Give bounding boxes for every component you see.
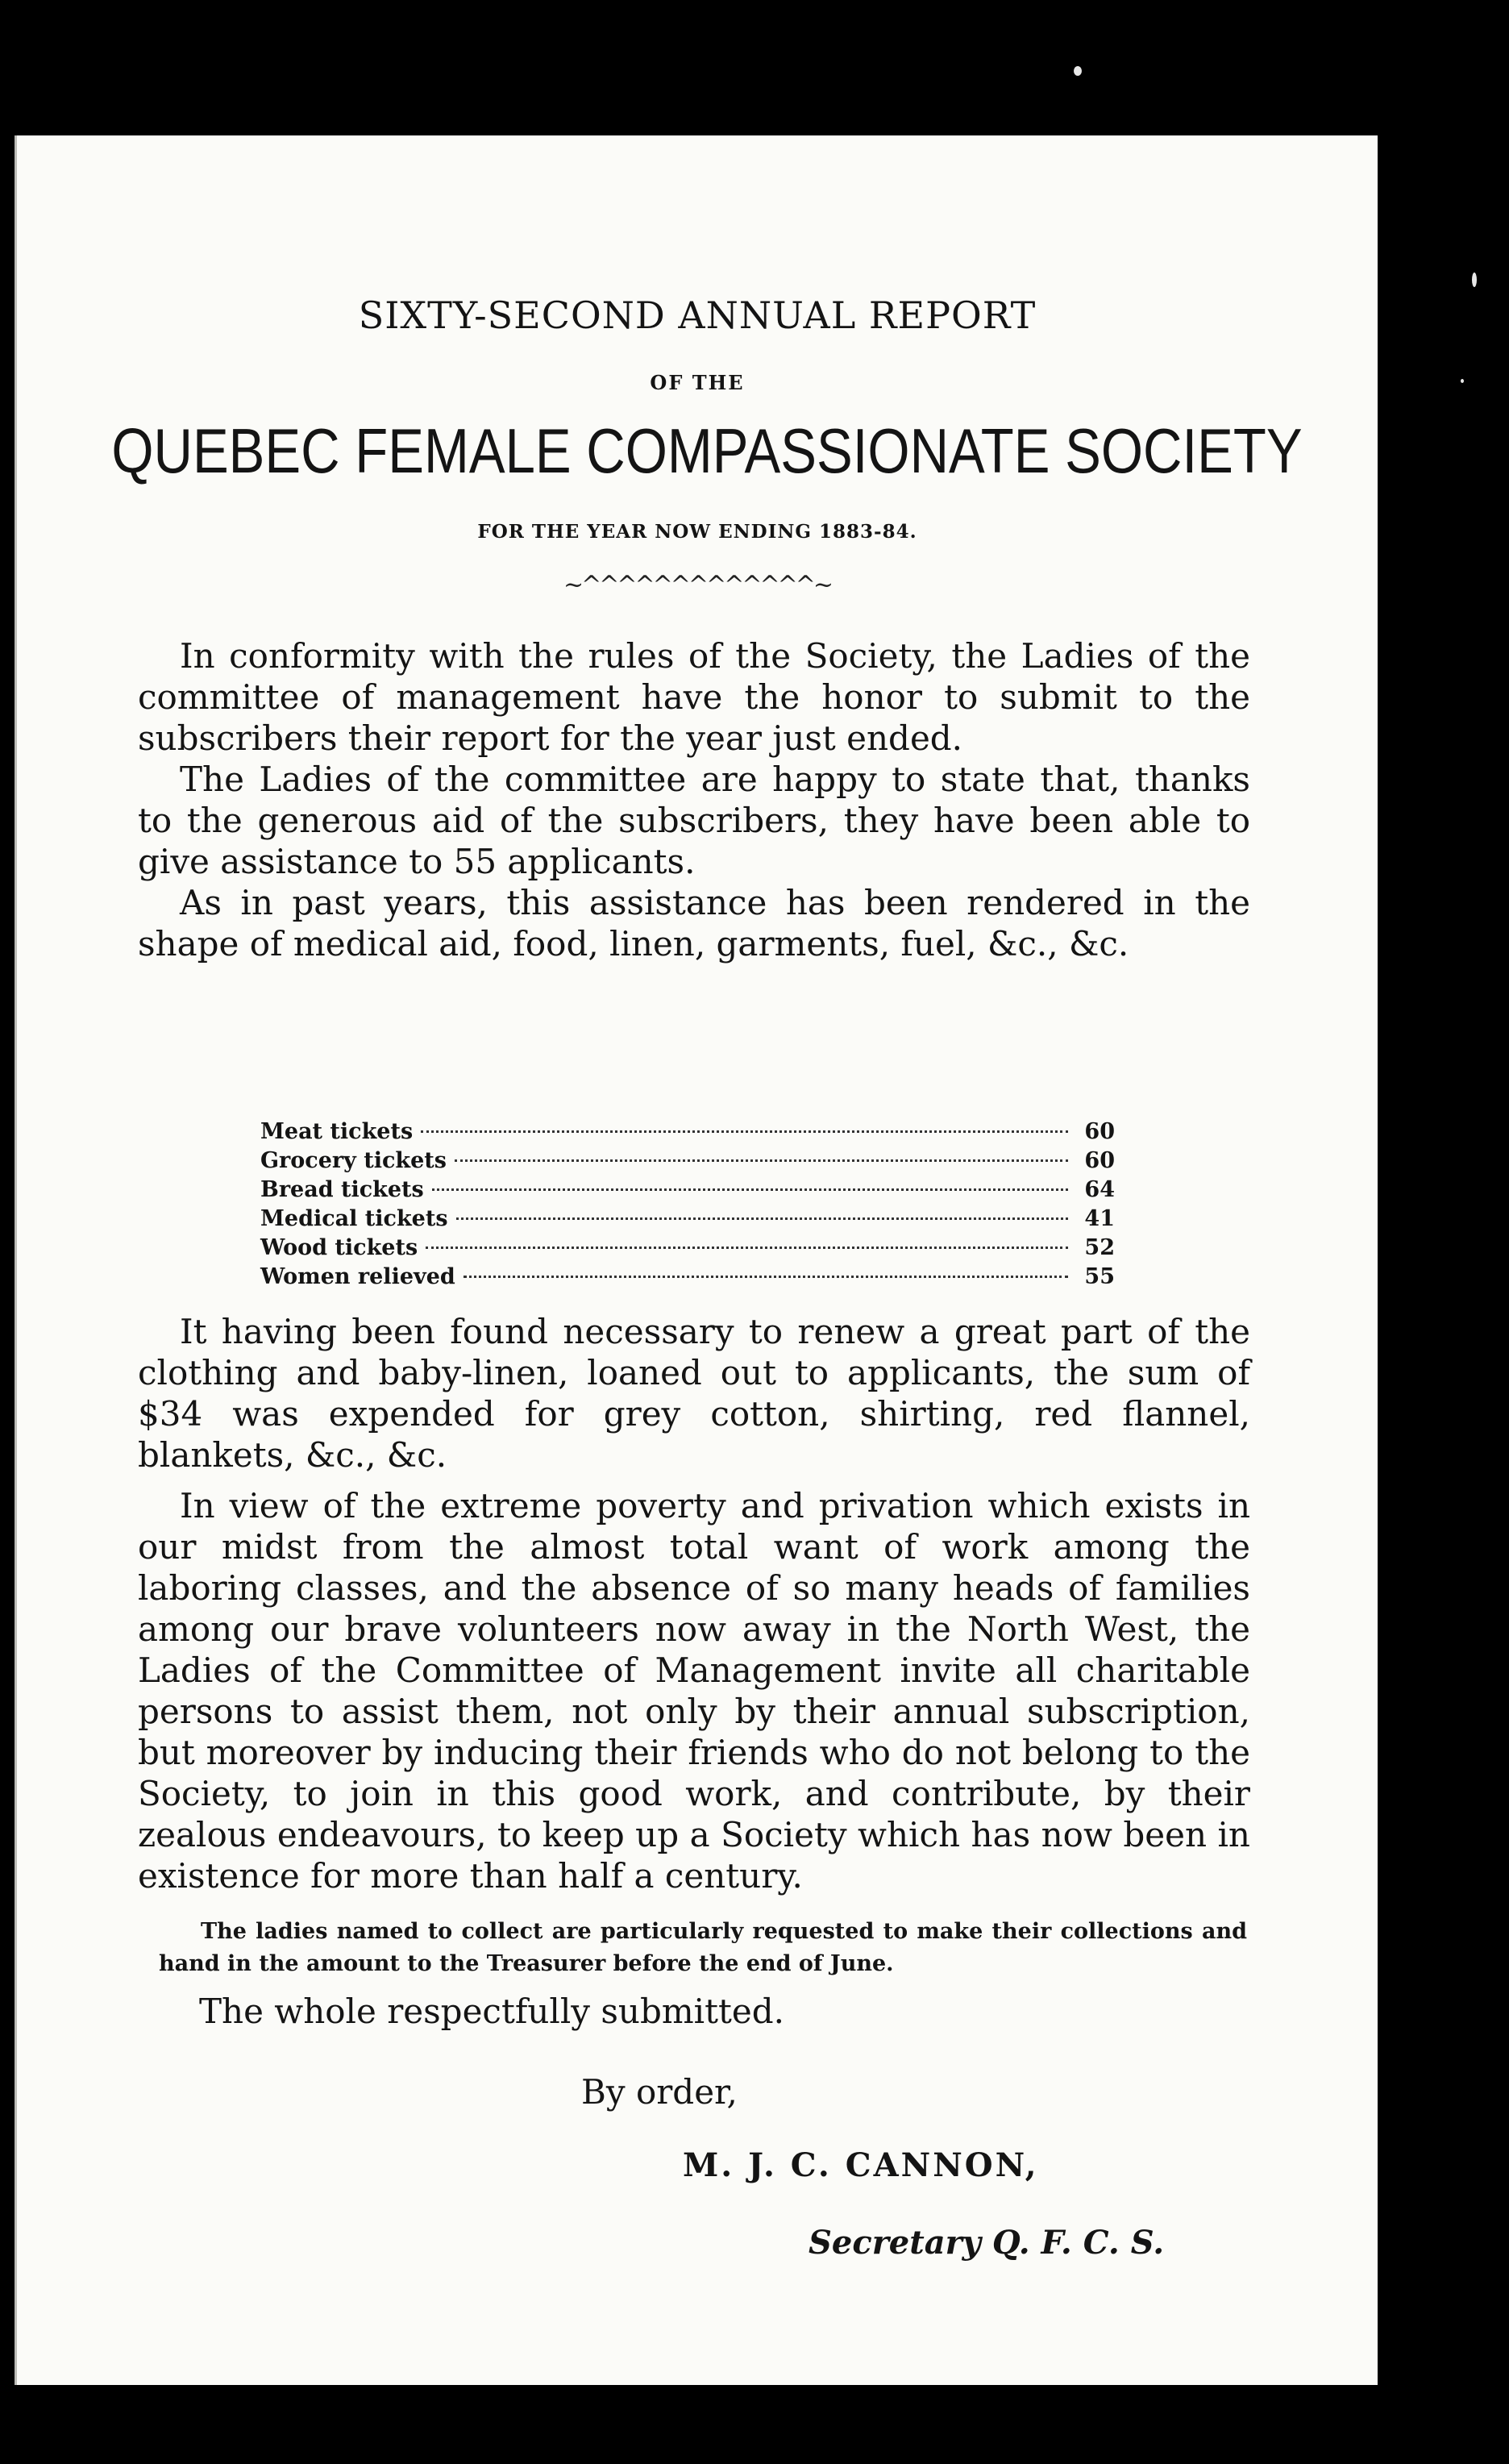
ticket-count: 41 xyxy=(1084,1206,1115,1231)
ornament-divider: ~^^^^^^^^^^^^^~ xyxy=(563,571,832,599)
list-item xyxy=(260,1234,1115,1263)
ticket-label: Wood tickets xyxy=(260,1235,418,1260)
ticket-label: Grocery tickets xyxy=(260,1148,447,1173)
intro-section xyxy=(138,635,1250,964)
scan-speck xyxy=(1074,66,1082,76)
dot-leader xyxy=(432,1188,1068,1191)
tickets-list xyxy=(260,1118,1115,1292)
list-item xyxy=(260,1263,1115,1292)
document-page xyxy=(15,135,1378,2385)
collectors-note xyxy=(159,1916,1247,1980)
scan-speck xyxy=(1472,273,1477,287)
ticket-label: Bread tickets xyxy=(260,1177,424,1202)
list-item xyxy=(260,1205,1115,1234)
appeal-section xyxy=(138,1311,1250,1896)
paragraph-past-years: As in past years, this assistance has been rendered in the shape of medical aid, food, linen, garments, fuel, &c., &c. xyxy=(138,883,1250,964)
dot-leader xyxy=(455,1159,1068,1162)
paragraph-appeal: In view of the extreme poverty and privation which exists in our midst from the almost total want of work among the laboring classes, and the absence of so many heads of families among our brave volunteers now away in the North West, the Ladies of the Committee of Management invite all charitable persons to assist them, not only by their annual subscription, but moreover by inducing their friends who do not belong to the Society, to join in this good work, and contribute, by their zealous endeavours, to keep up a Society which has now been in existence for more than half a century. xyxy=(138,1486,1250,1896)
signer-title: Secretary Q. F. C. S. xyxy=(809,2224,1165,2262)
society-name: QUEBEC FEMALE COMPASSIONATE SOCIETY xyxy=(111,415,1303,486)
list-item xyxy=(260,1176,1115,1205)
dot-leader xyxy=(464,1276,1068,1278)
dot-leader xyxy=(426,1247,1068,1249)
paragraph-assistance: The Ladies of the committee are happy to state that, thanks to the generous aid of the subscribers, they have been able to give assistance to 55 applicants. xyxy=(138,760,1250,881)
ticket-count: 52 xyxy=(1084,1235,1115,1260)
report-title: SIXTY-SECOND ANNUAL REPORT xyxy=(358,293,1037,337)
note-text: The ladies named to collect are particularly requested to make their collections and hand in the amount to the Treasurer before the end of June. xyxy=(159,1919,1247,1976)
paragraph-clothing: It having been found necessary to renew a great part of the clothing and baby-linen, loaned out to applicants, the sum of $34 was expended for grey cotton, shirting, red flannel, blankets, &c., &c. xyxy=(138,1312,1250,1475)
year-line: FOR THE YEAR NOW ENDING 1883-84. xyxy=(477,521,917,543)
of-the-line: OF THE xyxy=(650,371,745,394)
dot-leader xyxy=(421,1130,1068,1133)
paragraph-conformity: In conformity with the rules of the Society, the Ladies of the committee of management have the honor to submit to the subscribers their report for the year just ended. xyxy=(138,636,1250,758)
signer-name: M. J. C. CANNON, xyxy=(683,2146,1039,2184)
ticket-label: Women relieved xyxy=(260,1264,455,1289)
ticket-label: Medical tickets xyxy=(260,1206,448,1231)
ticket-count: 64 xyxy=(1084,1177,1115,1202)
list-item xyxy=(260,1147,1115,1176)
ticket-label: Meat tickets xyxy=(260,1119,414,1144)
ticket-count: 55 xyxy=(1084,1264,1115,1289)
closing-by-order: By order, xyxy=(581,2072,738,2112)
list-item xyxy=(260,1118,1115,1147)
ticket-count: 60 xyxy=(1084,1119,1115,1144)
scan-speck xyxy=(1461,379,1464,383)
dot-leader xyxy=(456,1217,1068,1220)
closing-submitted: The whole respectfully submitted. xyxy=(199,1992,784,2031)
ticket-count: 60 xyxy=(1084,1148,1115,1173)
